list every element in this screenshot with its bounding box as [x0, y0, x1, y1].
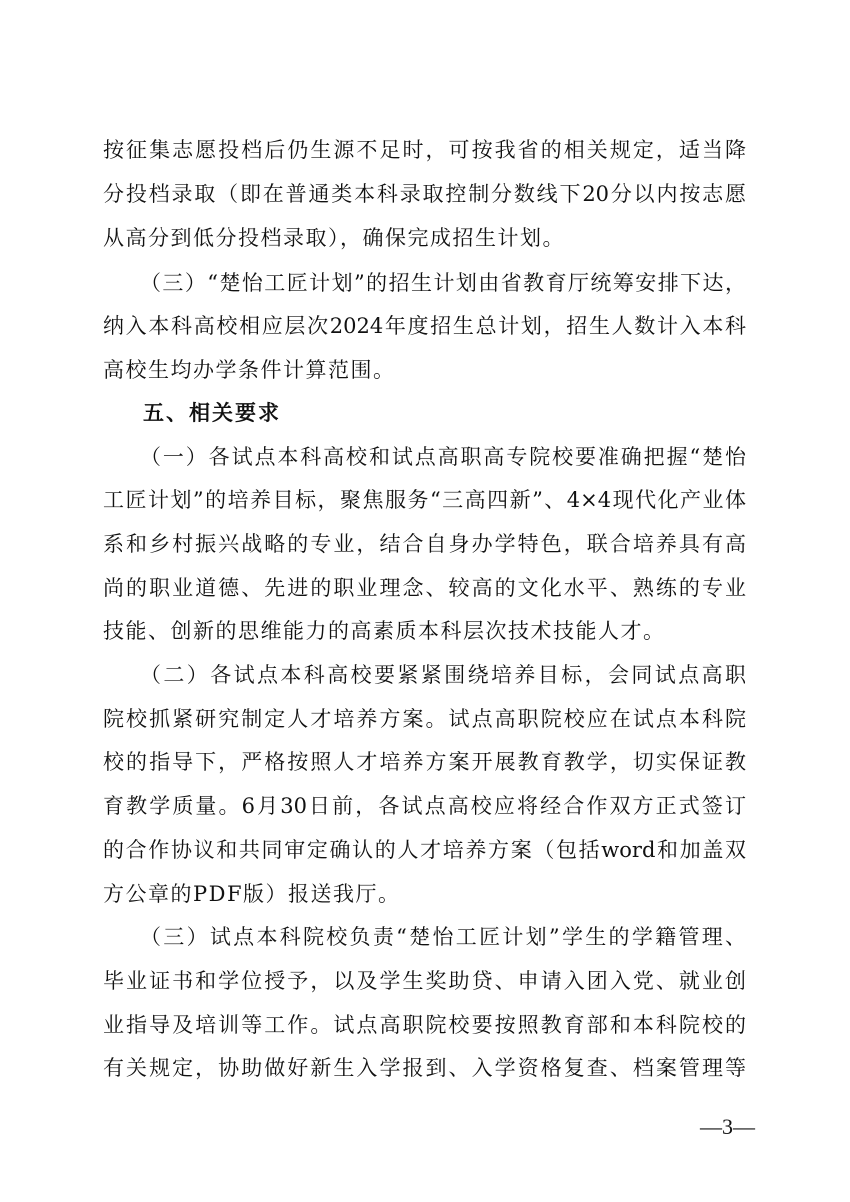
text-line: 方公章的PDF版）报送我厅。	[103, 882, 401, 906]
text-line: 尚的职业道德、先进的职业理念、较高的文化水平、熟练的专业	[103, 576, 746, 600]
text-line: 业指导及培训等工作。试点高职院校要按照教育部和本科院校的	[103, 1013, 746, 1037]
text-line: 工匠计划”的培养目标，聚焦服务“三高四新”、4×4现代化产业体	[103, 488, 746, 512]
paragraph-start-line: （三）试点本科院校负责“楚怡工匠计划”学生的学籍管理、	[140, 925, 746, 949]
text-line: 从高分到低分投档录取），确保完成招生计划。	[103, 226, 565, 250]
text-line: 系和乡村振兴战略的专业，结合自身办学特色，联合培养具有高	[103, 532, 746, 556]
text-line: 有关规定，协助做好新生入学报到、入学资格复查、档案管理等	[103, 1056, 746, 1080]
paragraph-start-line: （三）“楚怡工匠计划”的招生计划由省教育厅统筹安排下达，	[140, 271, 746, 295]
section-heading: 五、相关要求	[143, 400, 281, 425]
text-line: 高校生均办学条件计算范围。	[103, 358, 396, 382]
text-line: 纳入本科高校相应层次2024年度招生总计划，招生人数计入本科	[103, 314, 746, 338]
text-line: 育教学质量。6月30日前，各试点高校应将经合作双方正式签订	[103, 794, 746, 818]
text-line: 技能、创新的思维能力的高素质本科层次技术技能人才。	[103, 619, 666, 643]
text-line: 校的指导下，严格按照人才培养方案开展教育教学，切实保证教	[103, 750, 746, 774]
text-line: 分投档录取（即在普通类本科录取控制分数线下20分以内按志愿	[103, 182, 746, 206]
text-line: 毕业证书和学位授予，以及学生奖助贷、申请入团入党、就业创	[103, 969, 746, 993]
text-line: 的合作协议和共同审定确认的人才培养方案（包括word和加盖双	[103, 838, 746, 862]
text-line: 按征集志愿投档后仍生源不足时，可按我省的相关规定，适当降	[103, 138, 746, 162]
page-number: —3—	[700, 1114, 755, 1139]
paragraph-start-line: （二）各试点本科高校要紧紧围绕培养目标，会同试点高职	[140, 663, 746, 687]
text-line: 院校抓紧研究制定人才培养方案。试点高职院校应在试点本科院	[103, 707, 746, 731]
paragraph-start-line: （一）各试点本科高校和试点高职高专院校要准确把握“楚怡	[140, 445, 746, 469]
